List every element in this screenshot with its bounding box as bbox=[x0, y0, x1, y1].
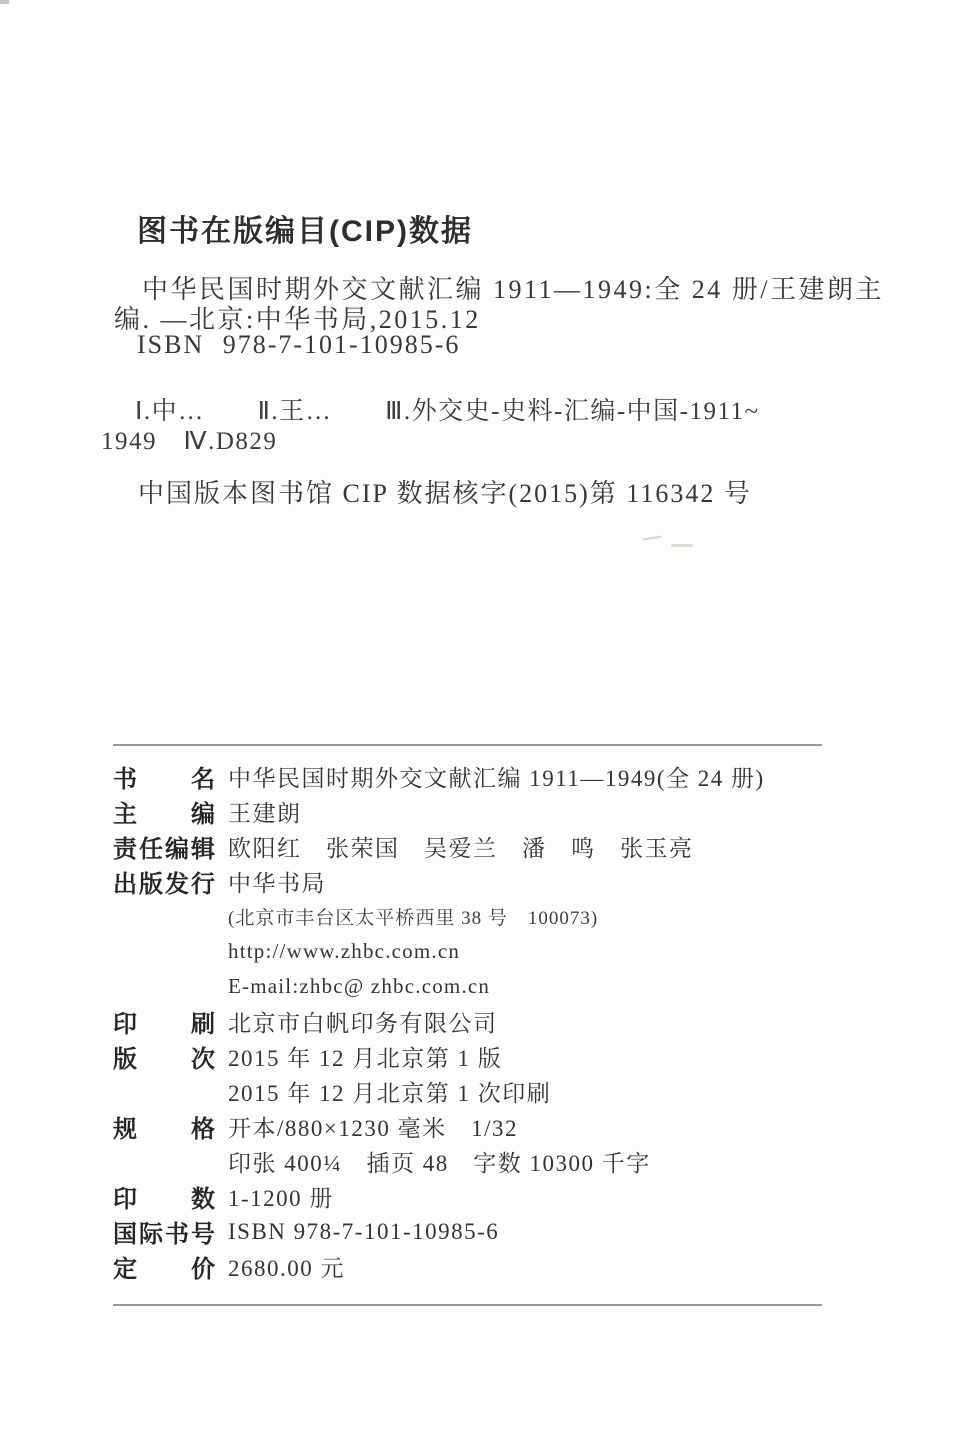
colophon-label: 定 价 bbox=[113, 1256, 215, 1283]
colophon-row bbox=[113, 864, 843, 899]
divider-bottom bbox=[113, 1304, 822, 1306]
cip-entry-line2: 编. —北京:中华书局,2015.12 bbox=[114, 305, 481, 334]
colophon-value: http://www.zhbc.com.cn bbox=[228, 939, 461, 963]
colophon-value: ISBN 978-7-101-10985-6 bbox=[228, 1218, 500, 1244]
colophon-value: 2015 年 12 月北京第 1 版 bbox=[228, 1046, 503, 1071]
cip-entry-isbn: ISBN 978-7-101-10985-6 bbox=[137, 330, 461, 359]
colophon-label: 国 际 书 号 bbox=[113, 1221, 215, 1248]
colophon-row bbox=[113, 1074, 843, 1109]
colophon-value: 王建朗 bbox=[228, 801, 302, 826]
colophon-row bbox=[113, 829, 843, 864]
cip-classification-line1: Ⅰ.中… Ⅱ.王… Ⅲ.外交史-史料-汇编-中国-1911~ bbox=[135, 398, 760, 425]
colophon-label: 印 刷 bbox=[113, 1011, 215, 1038]
colophon-value: 中华民国时期外交文献汇编 1911—1949(全 24 册) bbox=[228, 766, 765, 791]
colophon-value: 开本/880×1230 毫米 1/32 bbox=[228, 1116, 519, 1141]
colophon-row bbox=[113, 759, 843, 794]
colophon-value: 2015 年 12 月北京第 1 次印刷 bbox=[228, 1081, 552, 1106]
colophon-row bbox=[113, 1004, 843, 1039]
colophon-value: (北京市丰台区太平桥西里 38 号 100073) bbox=[228, 908, 599, 929]
colophon-value: 印张 400¼ 插页 48 字数 10300 千字 bbox=[228, 1151, 651, 1176]
colophon-value: 北京市白帆印务有限公司 bbox=[228, 1011, 498, 1036]
colophon-row bbox=[113, 969, 843, 1004]
colophon-row bbox=[113, 1214, 843, 1249]
colophon-row bbox=[113, 794, 843, 829]
colophon-table bbox=[113, 759, 843, 1284]
colophon-label: 主 编 bbox=[113, 801, 215, 828]
colophon-label: 责 任 编 辑 bbox=[113, 836, 215, 863]
colophon-value: E-mail:zhbc@ zhbc.com.cn bbox=[228, 974, 491, 998]
colophon-value: 1-1200 册 bbox=[228, 1186, 334, 1211]
colophon-row bbox=[113, 1144, 843, 1179]
scan-speck bbox=[0, 0, 9, 4]
colophon-label: 规 格 bbox=[113, 1116, 215, 1143]
cip-record-number: 中国版本图书馆 CIP 数据核字(2015)第 116342 号 bbox=[138, 479, 752, 508]
scan-smudge bbox=[643, 534, 699, 550]
colophon-row bbox=[113, 1179, 843, 1214]
colophon-row bbox=[113, 1109, 843, 1144]
colophon-row bbox=[113, 1039, 843, 1074]
colophon-row bbox=[113, 1249, 843, 1284]
cip-entry-line1: 中华民国时期外交文献汇编 1911—1949:全 24 册/王建朗主 bbox=[142, 275, 884, 304]
colophon-value: 欧阳红 张荣国 吴爱兰 潘 鸣 张玉亮 bbox=[228, 836, 694, 861]
colophon-label: 印 数 bbox=[113, 1186, 215, 1213]
cip-classification-line2: 1949 Ⅳ.D829 bbox=[101, 428, 278, 455]
colophon-row bbox=[113, 899, 843, 934]
cip-header: 图书在版编目(CIP)数据 bbox=[137, 215, 473, 248]
colophon-label: 出 版 发 行 bbox=[113, 871, 215, 898]
colophon-value: 中华书局 bbox=[228, 871, 326, 896]
colophon-row bbox=[113, 934, 843, 969]
colophon-label: 书 名 bbox=[113, 766, 215, 793]
colophon-value: 2680.00 元 bbox=[228, 1256, 345, 1281]
divider-top bbox=[113, 744, 822, 746]
colophon-label: 版 次 bbox=[113, 1046, 215, 1073]
